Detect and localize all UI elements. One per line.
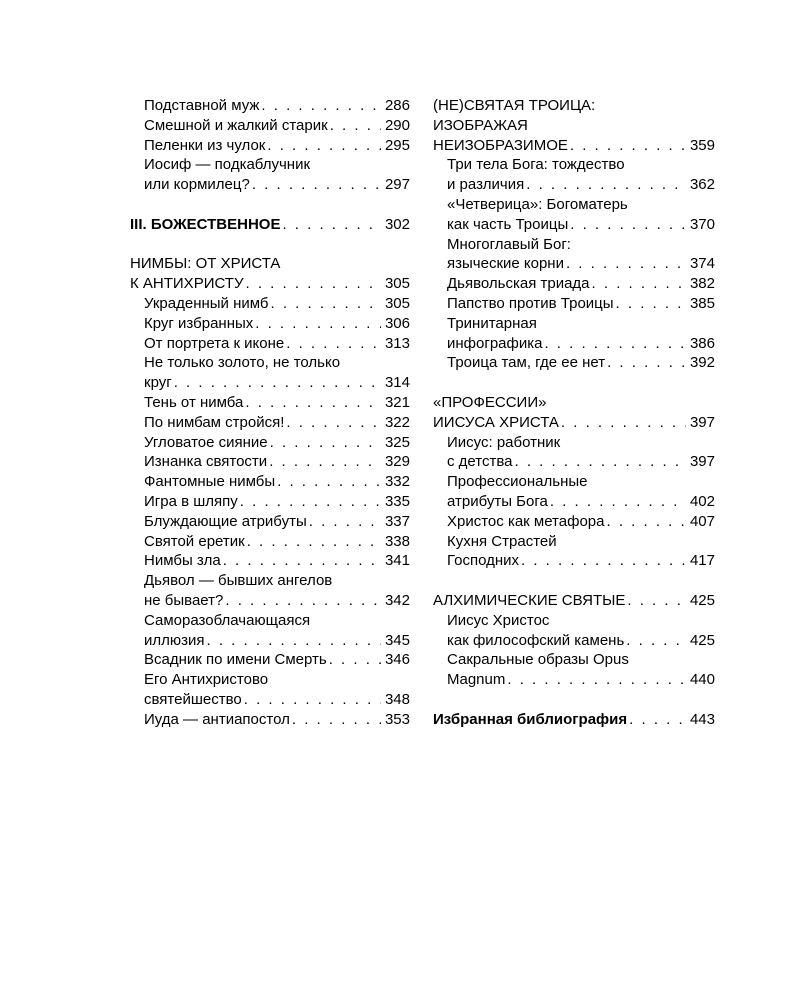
dot-leader: [252, 175, 381, 195]
toc-entry: [130, 393, 410, 413]
toc-entry-title: Изнанка святости: [144, 453, 268, 471]
toc-entry: [433, 472, 715, 492]
toc-entry: [130, 571, 410, 591]
dot-leader: [245, 393, 381, 413]
toc-entry-title: Дьявольская триада: [447, 275, 590, 293]
dot-leader: [592, 274, 686, 294]
dot-leader: [629, 710, 686, 730]
toc-entry: [433, 96, 715, 116]
toc-page-number: 346: [384, 651, 410, 669]
dot-leader: [544, 334, 686, 354]
dot-leader: [277, 472, 381, 492]
toc-entry: [130, 472, 410, 492]
toc-entry: [130, 670, 410, 690]
toc-entry: [433, 452, 715, 472]
toc-entry: [130, 334, 410, 354]
toc-page-number: 402: [689, 492, 715, 510]
dot-leader: [330, 116, 381, 136]
toc-entry: [130, 512, 410, 532]
toc-entry-title: с детства: [447, 453, 513, 471]
toc-entry-title: ИЗОБРАЖАЯ: [433, 116, 528, 134]
toc-entry-title: Господних: [447, 552, 520, 570]
toc-entry: [433, 512, 715, 532]
toc-entry-title: Magnum: [447, 671, 506, 689]
toc-page-number: 342: [384, 591, 410, 609]
toc-entry-title: (НЕ)СВЯТАЯ ТРОИЦА:: [433, 97, 596, 114]
toc-page-number: 325: [384, 433, 410, 451]
toc-entry-title: Святой еретик: [144, 532, 245, 550]
toc-entry: [433, 532, 715, 552]
toc-entry-title: Угловатое сияние: [144, 433, 268, 451]
toc-entry: [130, 314, 410, 334]
toc-entry-title: языческие корни: [447, 255, 564, 273]
toc-entry-title: круг: [144, 374, 172, 392]
toc-page-number: 286: [384, 97, 410, 114]
toc-entry: [130, 353, 410, 373]
toc-entry: [130, 690, 410, 710]
toc-page-number: 295: [384, 136, 410, 154]
toc-page-number: 397: [689, 453, 715, 471]
toc-entry: [130, 532, 410, 552]
dot-leader: [616, 294, 686, 314]
toc-entry-title: Пеленки из чулок: [144, 136, 266, 154]
toc-entry: [433, 353, 715, 373]
toc-entry: [433, 670, 715, 690]
toc-entry-title: Не только золото, не только: [144, 354, 341, 372]
toc-page-number: 329: [384, 453, 410, 471]
toc-entry-title: или кормилец?: [144, 176, 250, 194]
toc-entry-title: иллюзия: [144, 631, 205, 649]
toc-entry: [433, 155, 715, 175]
toc-entry: [433, 314, 715, 334]
toc-spacer: [130, 235, 410, 255]
toc-page-number: 417: [689, 552, 715, 570]
toc-entry-title: Подставной муж: [144, 97, 260, 114]
toc-entry-title: Кухня Страстей: [447, 532, 557, 550]
toc-entry-title: К АНТИХРИСТУ: [130, 275, 244, 293]
toc-page-number: 321: [384, 393, 410, 411]
toc-page-number: 305: [384, 294, 410, 312]
toc-entry: [433, 175, 715, 195]
toc-entry: [433, 136, 715, 156]
toc-entry-title: Нимбы зла: [144, 552, 221, 570]
dot-leader: [271, 294, 381, 314]
toc-entry: [433, 393, 715, 413]
dot-leader: [286, 413, 381, 433]
toc-entry: [130, 215, 410, 235]
toc-entry: [433, 334, 715, 354]
dot-leader: [174, 373, 381, 393]
toc-entry: [433, 235, 715, 255]
toc-entry-title: Игра в шляпу: [144, 492, 238, 510]
toc-entry-title: как часть Троицы: [447, 215, 569, 233]
toc-page-number: 297: [384, 176, 410, 194]
dot-leader: [292, 710, 381, 730]
dot-leader: [626, 631, 686, 651]
toc-entry: [130, 710, 410, 730]
toc-page-number: 407: [689, 512, 715, 530]
dot-leader: [570, 136, 686, 156]
dot-leader: [246, 274, 381, 294]
toc-spacer: [433, 373, 715, 393]
toc-entry-title: НИМБЫ: ОТ ХРИСТА: [130, 255, 281, 273]
toc-entry: [433, 294, 715, 314]
toc-page-number: 397: [689, 413, 715, 431]
toc-entry-title: Тринитарная: [447, 314, 537, 332]
toc-page-number: 425: [689, 591, 715, 609]
toc-page-number: 443: [689, 710, 715, 728]
dot-leader: [514, 452, 685, 472]
toc-page-number: 348: [384, 690, 410, 708]
toc-entry-title: как философский камень: [447, 631, 625, 649]
toc-page-number: 392: [689, 354, 715, 372]
toc-entry: [433, 650, 715, 670]
toc-entry: [130, 96, 410, 116]
toc-entry: [433, 611, 715, 631]
toc-entry-title: Сакральные образы Opus: [447, 651, 629, 669]
toc-entry: [130, 413, 410, 433]
toc-page-number: 302: [384, 215, 410, 233]
toc-entry: [433, 116, 715, 136]
toc-entry: [433, 631, 715, 651]
dot-leader: [526, 175, 686, 195]
toc-entry: [433, 710, 715, 730]
toc-spacer: [433, 571, 715, 591]
toc-entry: [130, 294, 410, 314]
toc-page-number: 306: [384, 314, 410, 332]
dot-leader: [261, 96, 381, 116]
dot-leader: [309, 512, 381, 532]
dot-leader: [255, 314, 381, 334]
toc-entry: [433, 492, 715, 512]
toc-page-number: 345: [384, 631, 410, 649]
toc-entry-title: Иисус Христос: [447, 611, 550, 629]
toc-entry: [130, 136, 410, 156]
toc-entry: [130, 155, 410, 175]
toc-entry-title: Профессиональные: [447, 473, 588, 491]
toc-entry: [433, 215, 715, 235]
dot-leader: [570, 215, 686, 235]
toc-entry-title: От портрета к иконе: [144, 334, 285, 352]
toc-page-number: 341: [384, 552, 410, 570]
toc-entry-title: «ПРОФЕССИИ»: [433, 393, 547, 411]
dot-leader: [240, 492, 381, 512]
toc-entry-title: Тень от нимба: [144, 393, 244, 411]
toc-page-number: 322: [384, 413, 410, 431]
dot-leader: [247, 532, 381, 552]
toc-entry-title: и различия: [447, 176, 525, 194]
toc-page-number: 313: [384, 334, 410, 352]
toc-entry-title: Его Антихристово: [144, 671, 269, 689]
toc-entry: [433, 413, 715, 433]
toc-entry: [433, 195, 715, 215]
dot-leader: [269, 452, 381, 472]
toc-page-number: 335: [384, 492, 410, 510]
toc-page-number: 386: [689, 334, 715, 352]
toc-entry: [130, 452, 410, 472]
toc-entry: [130, 631, 410, 651]
dot-leader: [286, 334, 381, 354]
toc-page-number: 382: [689, 275, 715, 293]
toc-entry-title: Круг избранных: [144, 314, 254, 332]
toc-entry-title: Многоглавый Бог:: [447, 235, 571, 253]
toc-entry: [130, 433, 410, 453]
toc-entry: [130, 492, 410, 512]
toc-page-number: 290: [384, 116, 410, 134]
toc-entry-title: Фантомные нимбы: [144, 473, 276, 491]
toc-entry-title: инфографика: [447, 334, 543, 352]
toc-entry-title: Избранная библиография: [433, 710, 628, 728]
toc-entry-title: ИИСУСА ХРИСТА: [433, 413, 559, 431]
dot-leader: [561, 413, 686, 433]
toc-entry-title: Дьявол — бывших ангелов: [144, 572, 333, 590]
toc-entry-title: Блуждающие атрибуты: [144, 512, 307, 530]
toc-entry: [130, 175, 410, 195]
toc-entry: [433, 254, 715, 274]
dot-leader: [225, 591, 381, 611]
toc-entry: [433, 274, 715, 294]
toc-entry-title: Троица там, где ее нет: [447, 354, 606, 372]
toc-entry: [130, 551, 410, 571]
dot-leader: [207, 631, 381, 651]
dot-leader: [223, 551, 381, 571]
toc-entry-title: Иуда — антиапостол: [144, 710, 290, 728]
toc-entry-title: АЛХИМИЧЕСКИЕ СВЯТЫЕ: [433, 591, 626, 609]
dot-leader: [521, 551, 686, 571]
toc-entry-title: Папство против Троицы: [447, 294, 614, 312]
dot-leader: [606, 512, 685, 532]
toc-entry-title: По нимбам стройся!: [144, 413, 285, 431]
toc-entry-title: атрибуты Бога: [447, 492, 548, 510]
toc-entry: [433, 591, 715, 611]
toc-page-number: 305: [384, 275, 410, 293]
toc-entry: [130, 650, 410, 670]
toc-entry-title: Смешной и жалкий старик: [144, 116, 328, 134]
toc-page-number: 314: [384, 374, 410, 392]
dot-leader: [607, 353, 686, 373]
toc-entry: [130, 373, 410, 393]
toc-entry-title: Украденный нимб: [144, 294, 269, 312]
toc-page-number: 385: [689, 294, 715, 312]
toc-page-number: 440: [689, 671, 715, 689]
toc-entry-title: «Четверица»: Богоматерь: [447, 195, 628, 213]
toc-entry-title: не бывает?: [144, 591, 224, 609]
toc-page-number: 338: [384, 532, 410, 550]
toc-entry: [130, 254, 410, 274]
toc-entry: [130, 611, 410, 631]
toc-entry-title: Саморазоблачающаяся: [144, 611, 311, 629]
dot-leader: [627, 591, 686, 611]
dot-leader: [270, 433, 381, 453]
toc-entry: [130, 116, 410, 136]
toc-entry-title: НЕИЗОБРАЗИМОЕ: [433, 136, 568, 154]
dot-leader: [282, 215, 381, 235]
toc-entry-title: Иисус: работник: [447, 433, 561, 451]
toc-column-left: [130, 96, 410, 730]
toc-entry-title: Три тела Бога: тождество: [447, 156, 625, 174]
toc-entry: [130, 591, 410, 611]
toc-entry: [433, 433, 715, 453]
toc-page-number: 359: [689, 136, 715, 154]
toc-page-number: 370: [689, 215, 715, 233]
toc-entry-title: Иосиф — подкаблучник: [144, 156, 311, 174]
dot-leader: [267, 136, 381, 156]
toc-page-number: 337: [384, 512, 410, 530]
dot-leader: [507, 670, 686, 690]
toc-spacer: [130, 195, 410, 215]
dot-leader: [566, 254, 686, 274]
toc-page-number: 362: [689, 176, 715, 194]
toc-page-number: 374: [689, 255, 715, 273]
toc-spacer: [433, 690, 715, 710]
dot-leader: [329, 650, 381, 670]
toc-page-number: 425: [689, 631, 715, 649]
toc-page-number: 353: [384, 710, 410, 728]
toc-entry-title: святейшество: [144, 690, 242, 708]
toc-entry-title: Христос как метафора: [447, 512, 605, 530]
toc-entry-title: Всадник по имени Смерть: [144, 651, 327, 669]
toc-entry: [130, 274, 410, 294]
toc-column-right: [433, 96, 715, 730]
dot-leader: [244, 690, 381, 710]
dot-leader: [550, 492, 686, 512]
toc-page-number: 332: [384, 473, 410, 491]
toc-entry-title: III. БОЖЕСТВЕННОЕ: [130, 215, 281, 233]
toc-entry: [433, 551, 715, 571]
